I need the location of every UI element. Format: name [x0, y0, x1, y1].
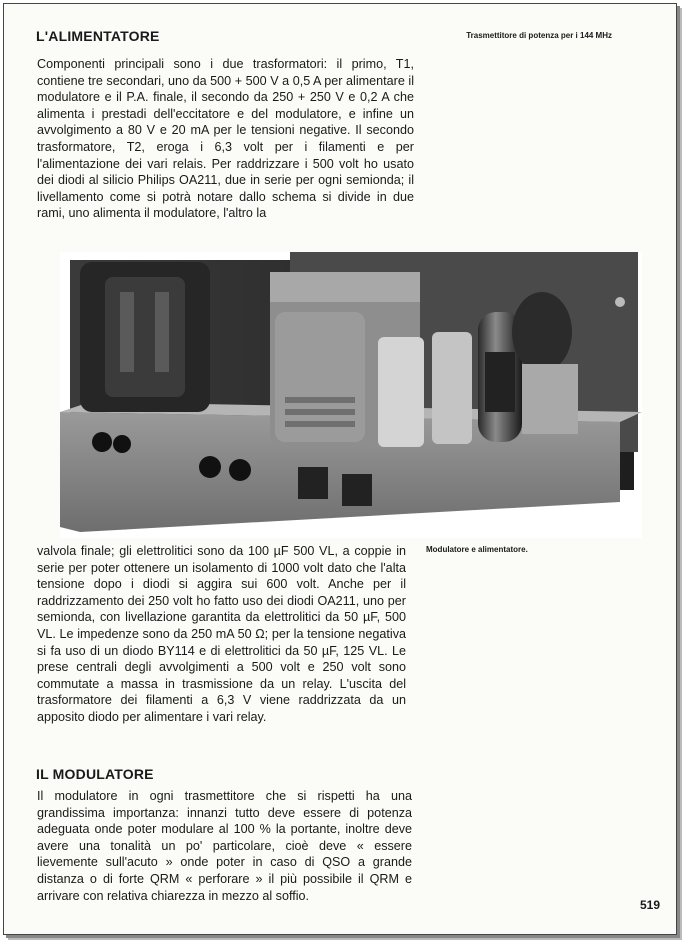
page-number: 519	[639, 898, 660, 912]
paragraph-alimentatore-2: valvola finale; gli elettrolitici sono da 100 µF 500 VL, a coppie in serie per poter ottenere un isolamento di 1000 volt dato che l'alta tensione dopo i diodi si aggira sui 600 volt. Anche per il raddrizzamento dei 250 volt ho fatto uso dei diodi OA211, uno per semionda, con livellazione garantita da elettrolitici da 50 µF, 500 VL. Le impedenze sono da 250 mA 50 Ω; per la tensione negativa si fa uso di un diodo BY114 e di elettrolitici da 50 µF, 125 VL. Le prese centrali degli avvolgimenti a 500 volt e 250 volt sono commutate a massa in trasmissione da un relay. L'uscita del trasformatore dei filamenti a 6,3 V viene raddrizzata da un apposito diodo per alimentare i vari relay.	[37, 544, 406, 724]
photo-caption: Modulatore e alimentatore.	[426, 545, 528, 554]
section-title-alimentatore: L'ALIMENTATORE	[36, 28, 160, 44]
paragraph-alimentatore-1: Componenti principali sono i due trasformatori: il primo, T1, contiene tre secondari, uno da 500 + 500 V a 0,5 A per alimentare il modulatore e il P.A. finale, il secondo da 250 + 250 V e 0,2 A che alimenta i prestadi dell'eccitatore e del modulatore, e infine un avvolgimento a 80 V e 20 mA per le tensioni negative. Il secondo trasformatore, T2, eroga i 6,3 volt per i filamenti e per l'alimentazione dei vari relais. Per raddrizzare i 500 volt ho usato dei diodi al silicio Philips OA211, due in serie per ogni semionda; il livellamento come si potrà notare dallo schema si divide in due rami, uno alimenta il modulatore, l'altro la	[37, 57, 414, 221]
paragraph-modulatore: Il modulatore in ogni trasmettitore che si rispetti ha una grandissima importanza: innanzi tutto deve essere di potenza adeguata onde poter modulare al 100 % la portante, inoltre deve avere una tonalità un po' particolare, cioè deve « essere lievemente sull'acuto » onde poter in caso di QSO a grande distanza o di forte QRM « perforare » il più possibile il QRM e arrivare con relativa chiarezza in mezzo al soffio.	[37, 789, 412, 903]
section-title-modulatore: IL MODULATORE	[36, 766, 154, 782]
running-head: Trasmettitore di potenza per i 144 MHz	[466, 31, 612, 40]
document-page	[3, 3, 677, 935]
photo-modulator-power-supply	[60, 252, 642, 538]
